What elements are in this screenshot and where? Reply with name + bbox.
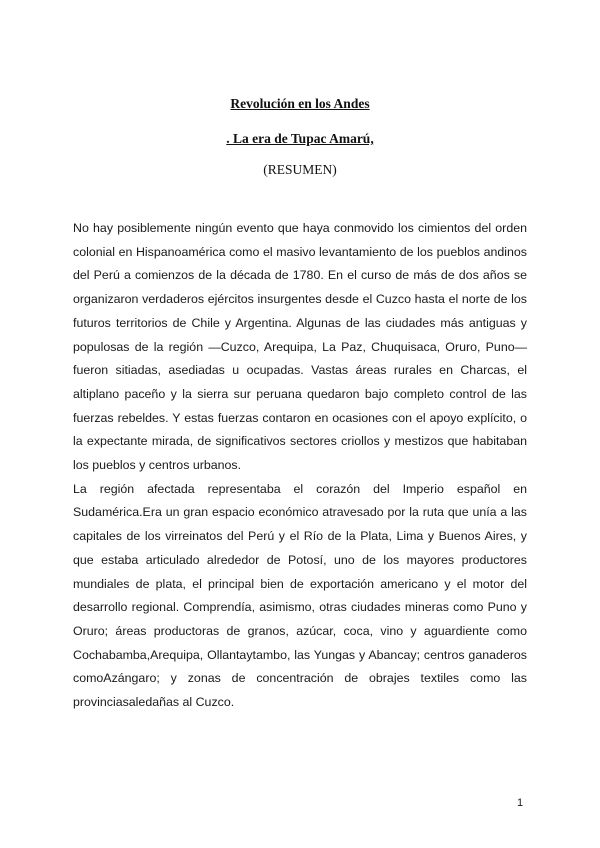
paragraph-1: No hay posiblemente ningún evento que haya conmovido los cimientos del orden colonial en Hispanoamérica como el masivo levantamiento de los pueblos andinos del Perú a comienzos de la década de 1780. En el curso de más de dos años se organizaron verdaderos ejércitos insurgentes desde el Cuzco hasta el norte de los futuros territorios de Chile y Argentina. Algunas de las ciudades más antiguas y populosas de la región —Cuzco, Arequipa, La Paz, Chuquisaca, Oruro, Puno— fueron sitiadas, asediadas u ocupadas. Vastas áreas rurales en Charcas, el altiplano paceño y la sierra sur peruana quedaron bajo completo control de las fuerzas rebeldes. Y estas fuerzas contaron en ocasiones con el apoyo explícito, o la expectante mirada, de significativos sectores criollos y mestizos que habitaban los pueblos y centros urbanos. (73, 221, 527, 473)
page-number: 1 (517, 797, 524, 809)
document-body (73, 217, 527, 715)
document-subtitle: . La era de Tupac Amarú, (226, 131, 374, 146)
document-summary-label: (RESUMEN) (263, 162, 337, 177)
paragraph-2: La región afectada representaba el corazón del Imperio español en Sudamérica.Era un gran espacio económico atravesado por la ruta que unía a las capitales de los virreinatos del Perú y el Río de la Plata, Lima y Buenos Aires, y que estaba articulado alrededor de Potosí, uno de los mayores productores mundiales de plata, el principal bien de exportación americano y el motor del desarrollo regional. Comprendía, asimismo, otras ciudades mineras como Puno y Oruro; áreas productoras de granos, azúcar, coca, vino y aguardiente como Cochabamba,Arequipa, Ollantaytambo, las Yungas y Abancay; centros ganaderos comoAzángaro; y zonas de concentración de obrajes textiles como las provinciasaledañas al Cuzco. (73, 481, 527, 710)
document-title: Revolución en los Andes (230, 96, 370, 111)
